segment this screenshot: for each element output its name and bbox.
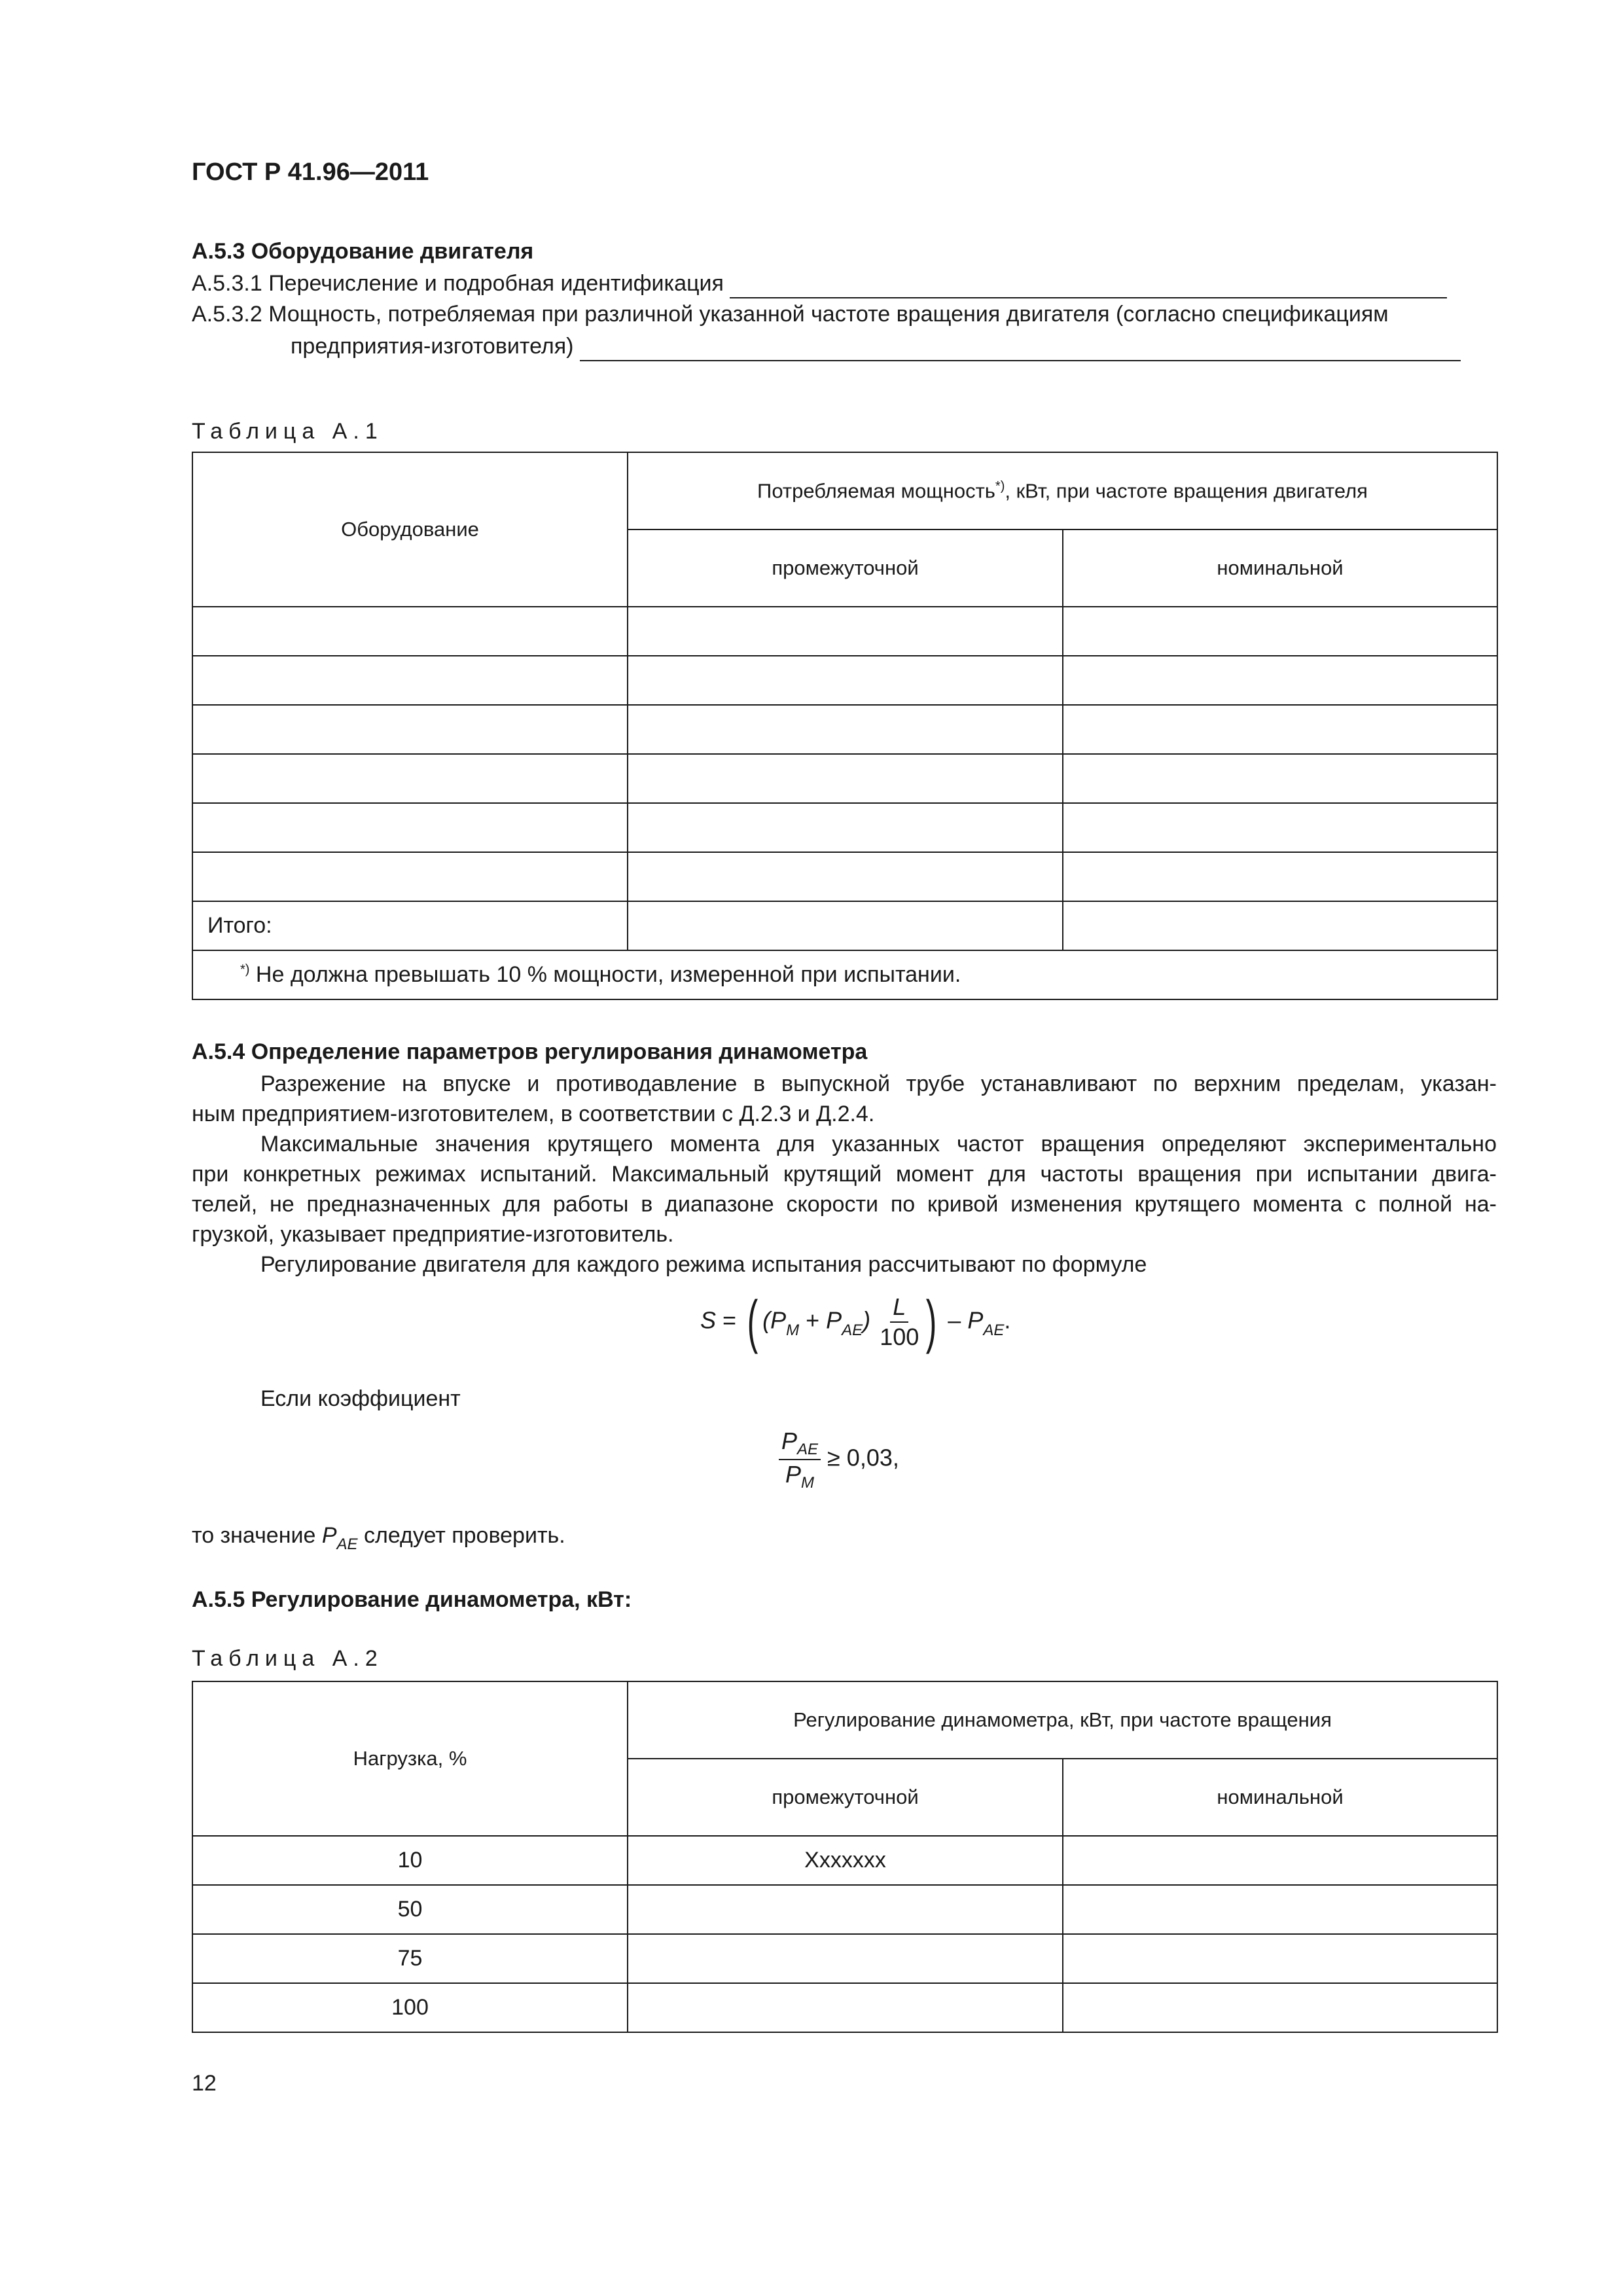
sub-header-nominal: номинальной	[1063, 1759, 1497, 1836]
sub-header-intermediate: промежуточной	[628, 1759, 1063, 1836]
load-cell: 75	[192, 1934, 628, 1983]
table-row	[192, 852, 1497, 901]
table-row	[192, 754, 1497, 803]
total-label: Итого:	[192, 901, 628, 950]
section-a55-title: А.5.5 Регулирование динамометра, кВт:	[192, 1587, 632, 1612]
nominal-cell	[1063, 1934, 1497, 1983]
section-a54-title: А.5.4 Определение параметров регулирования динамометра	[192, 1039, 868, 1064]
formula-dyno-setting: S = ( $(P_M + P_{AE})$ $\frac{L}{100}$ ) – $P_{AE}$.	[700, 1289, 1011, 1355]
group-header-power: Потребляемая мощность*), кВт, при частоте вращения двигателя	[628, 452, 1497, 529]
load-cell: 100	[192, 1983, 628, 2032]
intermediate-cell	[628, 1934, 1063, 1983]
intermediate-cell	[628, 1885, 1063, 1934]
document-id: ГОСТ Р 41.96—2011	[192, 158, 429, 186]
table-a1-caption: Таблица А.1	[192, 419, 383, 444]
para2-line2: при конкретных режимах испытаний. Максимальный крутящий момент для частоты вращения при испытании двига-	[192, 1162, 1497, 1187]
fill-line	[730, 275, 1447, 298]
section-a53-title: А.5.3 Оборудование двигателя	[192, 239, 534, 264]
para1-line1: Разрежение на впуске и противодавление в выпускной трубе устанавливают по верхним пределам, указан-	[260, 1071, 1497, 1096]
nominal-cell	[1063, 1983, 1497, 2032]
table-row	[192, 705, 1497, 754]
table-row	[192, 1934, 1497, 1983]
para3: Регулирование двигателя для каждого режима испытания рассчитывают по формуле	[260, 1252, 1147, 1277]
load-cell: 10	[192, 1836, 628, 1885]
intermediate-cell: Ххххххх	[628, 1836, 1063, 1885]
then-check-text: то значение $P_{AE}$ следует проверить.	[192, 1523, 565, 1553]
page-number: 12	[192, 2071, 217, 2096]
table-a2	[192, 1681, 1498, 2033]
formula-ratio: $\frac{P_{AE}}{P_M}$ ≥ 0,03,	[779, 1427, 899, 1492]
item-a532-line1: А.5.3.2 Мощность, потребляемая при различной указанной частоте вращения двигателя (согласно спецификациям	[192, 302, 1389, 327]
if-coefficient-text: Если коэффициент	[260, 1386, 461, 1411]
item-a532-text: предприятия-изготовителя)	[291, 334, 574, 359]
sub-header-nominal: номинальной	[1063, 529, 1497, 607]
col-header-load: Нагрузка, %	[192, 1681, 628, 1836]
load-cell: 50	[192, 1885, 628, 1934]
item-a531	[192, 268, 1447, 298]
nominal-cell	[1063, 1836, 1497, 1885]
table-a2-caption: Таблица А.2	[192, 1646, 383, 1671]
sub-header-intermediate: промежуточной	[628, 529, 1063, 607]
intermediate-cell	[628, 1983, 1063, 2032]
total-row	[192, 901, 1497, 950]
para1-line2: ным предприятием-изготовителем, в соответствии с Д.2.3 и Д.2.4.	[192, 1102, 875, 1126]
fill-line	[580, 338, 1461, 361]
col-header-equipment: Оборудование	[192, 452, 628, 607]
nominal-cell	[1063, 1885, 1497, 1934]
table-row	[192, 803, 1497, 852]
para2-line3: телей, не предназначенных для работы в диапазоне скорости по кривой изменения крутящего момента с полной на-	[192, 1192, 1497, 1217]
para2-line4: грузкой, указывает предприятие-изготовитель.	[192, 1222, 674, 1247]
table-row	[192, 1983, 1497, 2032]
table-row	[192, 1885, 1497, 1934]
table-row	[192, 607, 1497, 656]
table-a1	[192, 452, 1498, 1000]
para2-line1: Максимальные значения крутящего момента для указанных частот вращения определяют экспериментально	[260, 1132, 1497, 1157]
table-row	[192, 1836, 1497, 1885]
group-header-dyno: Регулирование динамометра, кВт, при частоте вращения	[628, 1681, 1497, 1759]
item-a531-text: А.5.3.1 Перечисление и подробная идентификация	[192, 271, 724, 296]
item-a532-line2	[291, 331, 1461, 361]
footnote-row	[192, 950, 1497, 999]
table-row	[192, 656, 1497, 705]
table-a1-footnote: *) Не должна превышать 10 % мощности, измеренной при испытании.	[192, 950, 1497, 999]
